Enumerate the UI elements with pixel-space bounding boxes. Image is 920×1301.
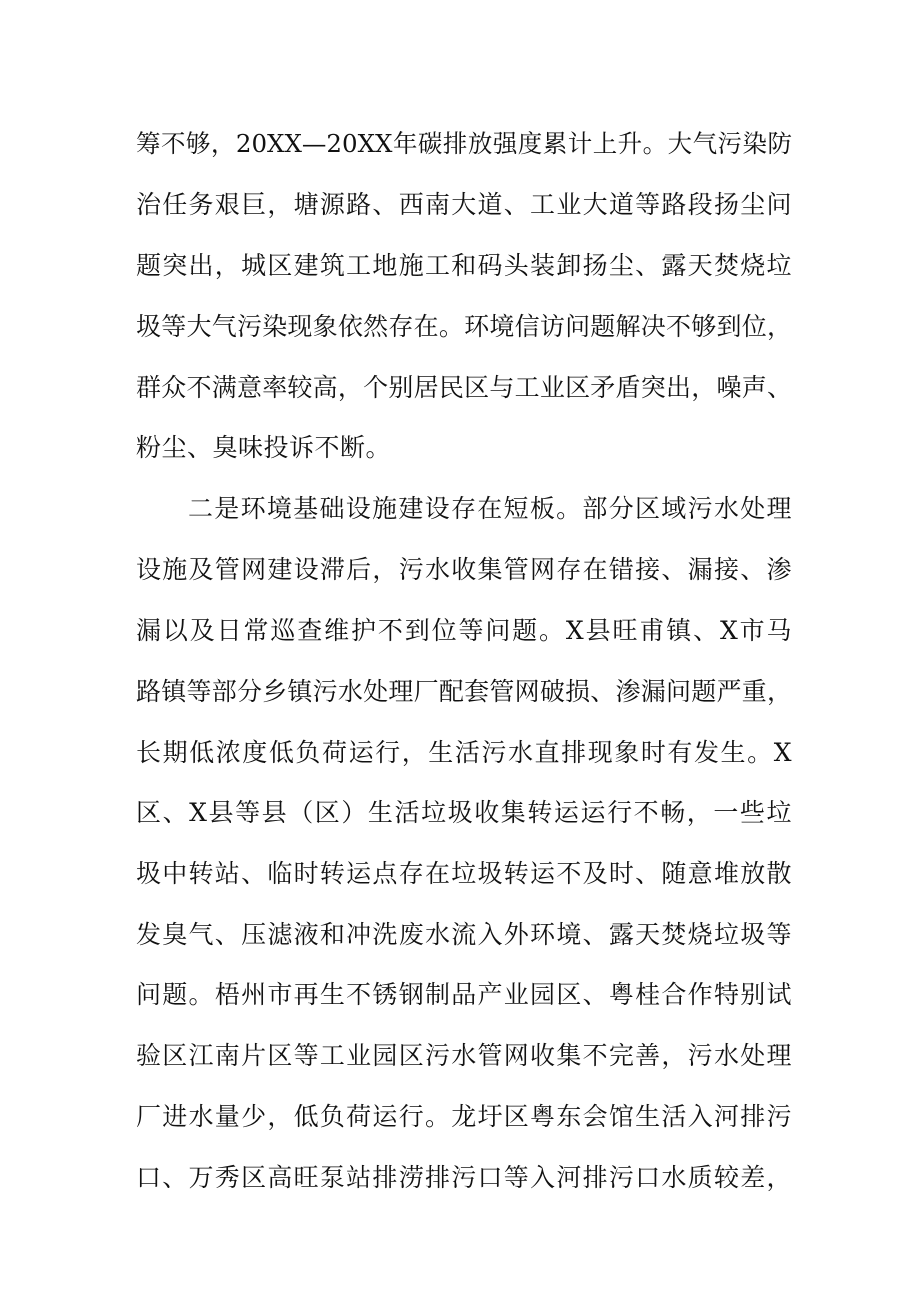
text-line: 圾中转站、临时转运点存在垃圾转运不及时、随意堆放散 xyxy=(136,859,792,888)
text-line: 治任务艰巨，塘源路、西南大道、工业大道等路段扬尘问 xyxy=(136,190,792,219)
text-line: 厂进水量少，低负荷运行。龙圩区粤东会馆生活入河排污 xyxy=(136,1102,792,1131)
text-line: 问题。梧州市再生不锈钢制品产业园区、粤桂合作特别试 xyxy=(136,980,792,1009)
text-line: 筹不够，20XX—20XX年碳排放强度累计上升。大气污染防 xyxy=(136,129,792,158)
text-line: 验区江南片区等工业园区污水管网收集不完善，污水处理 xyxy=(136,1041,792,1070)
text-line: 区、X县等县（区）生活垃圾收集转运运行不畅，一些垃 xyxy=(136,798,792,827)
text-line: 题突出，城区建筑工地施工和码头装卸扬尘、露天焚烧垃 xyxy=(136,251,792,280)
text-line: 圾等大气污染现象依然存在。环境信访问题解决不够到位， xyxy=(136,312,792,341)
text-line: 路镇等部分乡镇污水处理厂配套管网破损、渗漏问题严重， xyxy=(136,677,792,706)
text-line: 设施及管网建设滞后，污水收集管网存在错接、漏接、渗 xyxy=(136,555,792,584)
text-line: 长期低浓度低负荷运行，生活污水直排现象时有发生。X xyxy=(136,738,792,767)
text-line: 漏以及日常巡查维护不到位等问题。X县旺甫镇、X市马 xyxy=(136,616,792,645)
text-line: 粉尘、臭味投诉不断。 xyxy=(136,433,392,462)
text-line: 发臭气、压滤液和冲洗废水流入外环境、露天焚烧垃圾等 xyxy=(136,920,792,949)
text-line: 口、万秀区高旺泵站排涝排污口等入河排污口水质较差， xyxy=(136,1163,792,1192)
paragraph-first-line: 二是环境基础设施建设存在短板。部分区域污水处理 xyxy=(188,494,792,523)
text-line: 群众不满意率较高，个别居民区与工业区矛盾突出，噪声、 xyxy=(136,373,792,402)
